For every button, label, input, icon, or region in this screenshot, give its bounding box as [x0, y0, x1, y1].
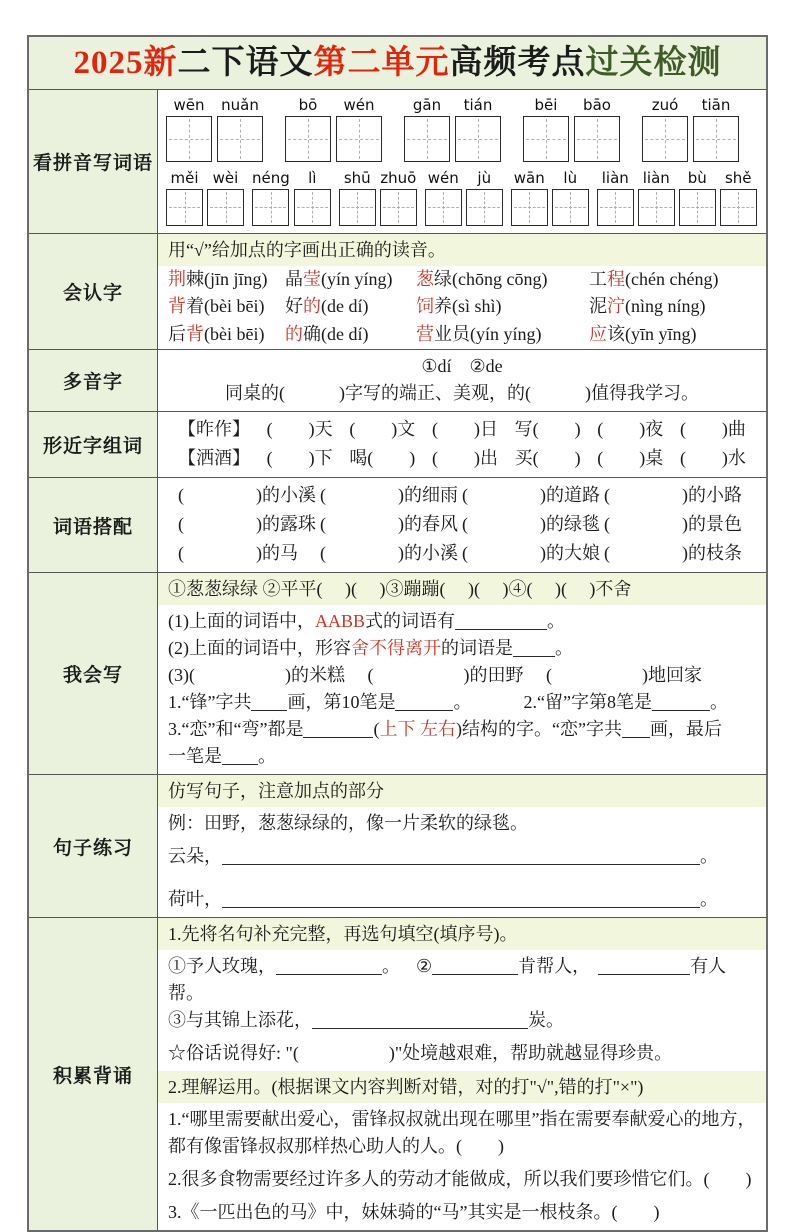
text-segment: 。 — [453, 692, 472, 713]
list-item — [168, 293, 285, 321]
grid-dashed-vline — [656, 192, 657, 223]
pinyin-cell — [380, 168, 417, 226]
text-segment: ①予人玫瑰， — [168, 956, 276, 977]
text-segment: 1.“锋”字共 — [168, 692, 252, 713]
text-segment: 后 — [168, 324, 186, 345]
text-segment — [276, 956, 382, 975]
pinyin-cell — [693, 95, 739, 162]
pinyin-cell — [720, 168, 757, 226]
pinyin-label: néng — [252, 168, 290, 187]
list-item — [285, 293, 416, 321]
section-content-renzi — [158, 234, 766, 350]
jilei-saying: ☆俗话说得好: "( )"处境越艰难，帮助就越显得珍贵。 — [168, 1043, 673, 1064]
text-segment: 炭。 — [528, 1010, 564, 1031]
list-item — [285, 321, 416, 349]
writing-grid-box — [252, 189, 289, 226]
list-item — [416, 293, 589, 321]
jilei-fill-2 — [168, 1007, 756, 1034]
page-title-text — [74, 45, 722, 81]
section-label-jilei: 积累背诵 — [29, 918, 158, 1230]
pinyin-label: wén — [427, 168, 459, 187]
pinyin-row-2 — [158, 166, 766, 233]
text-segment — [590, 971, 598, 972]
grid-dashed-vline — [359, 119, 360, 159]
grid-dashed-vline — [240, 119, 241, 159]
text-segment: 第二单元 — [313, 45, 450, 81]
text-segment: 。 — [700, 846, 718, 867]
jilei-fill-1 — [168, 953, 756, 1007]
list-item: ( )文 — [349, 419, 416, 440]
grid-dashed-vline — [697, 192, 698, 223]
list-item: 写( ) — [514, 419, 581, 440]
pinyin-group — [404, 95, 501, 162]
text-segment: 工 — [589, 268, 607, 289]
worksheet — [27, 35, 768, 1232]
text-segment: )结构的字。“恋”字共 — [455, 719, 622, 740]
dapei-line-3 — [168, 539, 756, 568]
section-content-juzi — [158, 775, 766, 917]
huixie-q1 — [168, 608, 756, 635]
writing-grid-box — [339, 189, 376, 226]
section-row-pinyin — [29, 89, 766, 233]
list-item: ( )的景色 — [604, 514, 742, 535]
grid-dashed-vline — [716, 119, 717, 159]
text-segment: ② — [416, 956, 433, 977]
writing-grid-box — [679, 189, 716, 226]
pinyin-group — [642, 95, 739, 162]
text-segment: 。 — [382, 956, 400, 977]
pinyin-label: bō — [298, 95, 318, 114]
writing-grid-box — [166, 116, 212, 162]
section-content-jilei — [158, 918, 766, 1230]
section-content-huixie — [158, 573, 766, 774]
writing-grid-box — [597, 189, 634, 226]
writing-grid-box — [511, 189, 548, 226]
pinyin-cell — [285, 95, 331, 162]
text-segment — [622, 719, 650, 738]
jilei-judge-2: 2.很多食物需要经过许多人的劳动才能做成，所以我们要珍惜它们。( ) — [168, 1169, 752, 1190]
list-item: ( )出 — [431, 448, 498, 469]
text-segment: (bèi bēi) — [204, 324, 265, 345]
list-item — [285, 266, 416, 294]
jilei-header-1: 1.先将名句补充完整，再选句填空(填序号)。 — [158, 918, 766, 950]
writing-grid-box — [466, 189, 503, 226]
text-segment: 式的词语有 — [365, 611, 456, 632]
pinyin-label: wān — [513, 168, 545, 187]
huixie-q5-cont — [168, 743, 756, 770]
text-segment: AABB — [315, 611, 366, 632]
grid-dashed-vline — [570, 192, 571, 223]
pinyin-group — [339, 168, 417, 226]
page-title — [29, 37, 766, 89]
pinyin-cell — [597, 168, 634, 226]
pinyin-label: zhuō — [380, 168, 417, 187]
text-segment: 。 — [700, 889, 718, 910]
renzi-line-2 — [158, 293, 766, 321]
text-segment: 。 — [547, 611, 566, 632]
pinyin-cell — [166, 95, 212, 162]
text-segment: 的 — [303, 296, 321, 317]
list-item — [589, 321, 756, 349]
text-segment — [222, 746, 258, 765]
text-segment: 葱 — [416, 268, 434, 289]
list-item: 【洒酒】 — [178, 448, 250, 469]
pinyin-label: měi — [170, 168, 199, 187]
text-segment: (1)上面的词语中， — [168, 611, 315, 632]
writing-grid-box — [294, 189, 331, 226]
writing-grid-box — [425, 189, 462, 226]
text-segment: 着(bèi bēi) — [186, 296, 265, 317]
list-item: ( )的细雨 — [320, 484, 458, 505]
grid-dashed-vline — [529, 192, 530, 223]
text-segment: 莹 — [303, 268, 321, 289]
writing-grid-box — [552, 189, 589, 226]
grid-dashed-vline — [185, 192, 186, 223]
text-segment — [222, 889, 700, 908]
section-label-pinyin: 看拼音写词语 — [29, 90, 158, 233]
pinyin-cell — [404, 95, 450, 162]
section-row-dapei — [29, 477, 766, 572]
grid-dashed-vline — [478, 119, 479, 159]
text-segment: 泞 — [607, 296, 625, 317]
text-segment: 业员(yín yíng) — [434, 324, 542, 345]
huixie-q4 — [168, 689, 756, 716]
grid-dashed-vline — [443, 192, 444, 223]
huixie-word-bank: ①葱葱绿绿 ②平平( )( )③蹦蹦( )( )④( )( )不舍 — [158, 573, 766, 605]
text-segment: 好 — [285, 296, 303, 317]
text-segment: 过关检测 — [585, 45, 722, 81]
pinyin-row-1 — [158, 90, 766, 166]
pinyin-group — [285, 95, 382, 162]
text-segment — [395, 692, 453, 711]
list-item: ( )下 — [266, 448, 333, 469]
text-segment: 棘(jīn jīng) — [186, 268, 268, 289]
list-item: ( )的枝条 — [604, 543, 742, 564]
text-segment: 。 — [555, 638, 573, 659]
pinyin-label: bēi — [534, 95, 558, 114]
text-segment: 的词语是 — [441, 638, 513, 659]
text-segment: ( — [373, 719, 380, 740]
writing-grid-box — [638, 189, 675, 226]
text-segment: 确(de dí) — [303, 324, 369, 345]
pinyin-label: lù — [563, 168, 578, 187]
list-item: ( )的小溪 — [178, 484, 316, 505]
writing-grid-box — [455, 116, 501, 162]
pinyin-cell — [455, 95, 501, 162]
section-label-dapei: 词语搭配 — [29, 478, 158, 572]
text-segment: 应 — [589, 324, 607, 345]
pinyin-group — [425, 168, 503, 226]
text-segment: (chén chéng) — [625, 268, 719, 289]
list-item: ( )的小溪 — [320, 543, 458, 564]
pinyin-group — [166, 168, 244, 226]
list-item — [168, 321, 285, 349]
xingjin-line-2 — [168, 444, 756, 473]
text-segment: 背 — [186, 324, 204, 345]
pinyin-label: tiān — [701, 95, 731, 114]
text-segment: 晶 — [285, 268, 303, 289]
grid-dashed-vline — [738, 192, 739, 223]
text-segment: 二下语文 — [177, 45, 314, 81]
pinyin-label: lì — [308, 168, 317, 187]
text-segment — [400, 971, 416, 972]
pinyin-cell — [166, 168, 203, 226]
text-segment: 2.“留”字第8笔是 — [523, 692, 652, 713]
pinyin-label: zuó — [651, 95, 679, 114]
writing-grid-box — [574, 116, 620, 162]
list-item: ( )的绿毯 — [462, 514, 600, 535]
pinyin-group — [252, 168, 331, 226]
list-item: 买( ) — [514, 448, 581, 469]
pinyin-label: liàn — [642, 168, 670, 187]
pinyin-group — [166, 95, 263, 162]
grid-dashed-vline — [271, 192, 272, 223]
section-row-xingjin — [29, 411, 766, 477]
text-segment — [222, 846, 700, 865]
grid-dashed-vline — [615, 192, 616, 223]
pinyin-label: bù — [687, 168, 707, 187]
text-segment: 上下 左右 — [379, 719, 456, 740]
huixie-q5 — [168, 716, 756, 743]
text-segment: 肯帮人， — [518, 956, 591, 977]
pinyin-group — [511, 168, 589, 226]
jilei-header-2: 2.理解运用。(根据课文内容判断对错，对的打"√",错的打"×") — [158, 1071, 766, 1103]
grid-dashed-vline — [189, 119, 190, 159]
pinyin-label: bāo — [583, 95, 611, 114]
text-segment: 2025新 — [73, 45, 178, 81]
pinyin-label: wèi — [212, 168, 239, 187]
writing-grid-box — [217, 116, 263, 162]
pinyin-cell — [642, 95, 688, 162]
duoyin-options: ①dí ②de — [421, 356, 503, 377]
text-segment: 的 — [285, 324, 303, 345]
writing-grid-box — [693, 116, 739, 162]
text-segment: 养(sì shì) — [434, 296, 502, 317]
dapei-line-1 — [168, 481, 756, 510]
section-content-xingjin — [158, 412, 766, 477]
text-segment: 画，第10笔是 — [287, 692, 396, 713]
text-segment: (3)( )的米糕 ( )的田野 ( )地回家 — [168, 665, 702, 686]
grid-dashed-vline — [312, 192, 313, 223]
text-segment: 高频考点 — [449, 45, 586, 81]
text-segment: 营 — [416, 324, 434, 345]
huixie-q2 — [168, 635, 756, 662]
grid-dashed-vline — [665, 119, 666, 159]
writing-grid-box — [380, 189, 417, 226]
grid-dashed-vline — [308, 119, 309, 159]
text-segment: (yín yíng) — [321, 268, 393, 289]
writing-grid-box — [336, 116, 382, 162]
pinyin-cell — [638, 168, 675, 226]
pinyin-cell — [339, 168, 376, 226]
text-segment — [471, 707, 523, 708]
list-item: ( )的春风 — [320, 514, 458, 535]
section-label-renzi: 会认字 — [29, 234, 158, 350]
pinyin-cell — [574, 95, 620, 162]
pinyin-label: nuǎn — [221, 95, 259, 114]
writing-grid-box — [720, 189, 757, 226]
list-item: ( )夜 — [597, 419, 664, 440]
writing-grid-box — [207, 189, 244, 226]
list-item: ( )桌 — [597, 448, 664, 469]
section-label-juzi: 句子练习 — [29, 775, 158, 917]
list-item: 【昨作】 — [178, 419, 250, 440]
pinyin-cell — [466, 168, 503, 226]
section-label-duoyin: 多音字 — [29, 350, 158, 411]
text-segment — [513, 638, 555, 657]
pinyin-cell — [207, 168, 244, 226]
list-item: ( )的大娘 — [462, 543, 600, 564]
section-content-pinyin — [158, 90, 766, 233]
huixie-q3 — [168, 662, 756, 689]
text-segment: (nìng níng) — [625, 296, 706, 317]
text-segment: 背 — [168, 296, 186, 317]
list-item: ( )天 — [266, 419, 333, 440]
writing-grid-box — [285, 116, 331, 162]
section-row-huixie — [29, 572, 766, 774]
text-segment: (2)上面的词语中，形容 — [168, 638, 351, 659]
text-segment — [303, 719, 373, 738]
renzi-header: 用“√”给加点的字画出正确的读音。 — [158, 234, 766, 266]
section-content-dapei — [158, 478, 766, 572]
text-segment: 3.“恋”和“弯”都是 — [168, 719, 304, 740]
section-label-xingjin: 形近字组词 — [29, 412, 158, 477]
list-item — [168, 266, 285, 294]
text-segment: (de dí) — [321, 296, 369, 317]
juzi-header: 仿写句子，注意加点的部分 — [158, 775, 766, 807]
text-segment: 舍不得离开 — [351, 638, 441, 659]
text-segment: 荆 — [168, 268, 186, 289]
list-item: 喝( ) — [349, 448, 416, 469]
xingjin-line-1 — [168, 415, 756, 444]
list-item — [589, 266, 756, 294]
pinyin-label: shū — [343, 168, 371, 187]
text-segment: 荷叶， — [168, 889, 222, 910]
pinyin-cell — [425, 168, 462, 226]
pinyin-cell — [217, 95, 263, 162]
text-segment: 有人帮。 — [168, 956, 727, 1004]
renzi-line-1 — [158, 266, 766, 294]
pinyin-group — [523, 95, 620, 162]
grid-dashed-vline — [427, 119, 428, 159]
list-item: ( )的道路 — [462, 484, 600, 505]
text-segment — [652, 692, 710, 711]
list-item — [589, 293, 756, 321]
text-segment: 画，最后 — [649, 719, 722, 740]
text-segment: ③与其锦上添花， — [168, 1010, 312, 1031]
section-content-duoyin — [158, 350, 766, 411]
text-segment: 。 — [258, 746, 276, 767]
list-item: ( )曲 — [679, 419, 746, 440]
pinyin-cell — [523, 95, 569, 162]
list-item: ( )的小路 — [604, 484, 742, 505]
list-item — [416, 321, 589, 349]
pinyin-cell — [511, 168, 548, 226]
text-segment: 绿(chōng cōng) — [434, 268, 548, 289]
text-segment: 饲 — [416, 296, 434, 317]
grid-dashed-vline — [546, 119, 547, 159]
pinyin-cell — [294, 168, 331, 226]
list-item — [416, 266, 589, 294]
pinyin-label: wén — [343, 95, 375, 114]
list-item: ( )的马 — [178, 543, 298, 564]
text-segment: 一笔是 — [168, 746, 222, 767]
pinyin-cell — [552, 168, 589, 226]
writing-grid-box — [523, 116, 569, 162]
section-row-duoyin — [29, 349, 766, 411]
text-segment: 泥 — [589, 296, 607, 317]
juzi-example: 例：田野，葱葱绿绿的，像一片柔软的绿毯。 — [168, 813, 528, 834]
dapei-line-2 — [168, 510, 756, 539]
text-segment — [312, 1010, 528, 1029]
grid-dashed-vline — [226, 192, 227, 223]
grid-dashed-vline — [398, 192, 399, 223]
text-segment — [598, 956, 690, 975]
grid-dashed-vline — [357, 192, 358, 223]
pinyin-cell — [679, 168, 716, 226]
pinyin-label: wēn — [173, 95, 205, 114]
grid-dashed-vline — [597, 119, 598, 159]
text-segment: 程 — [607, 268, 625, 289]
pinyin-label: gān — [412, 95, 442, 114]
text-segment — [432, 956, 518, 975]
duoyin-sentence: 同桌的( )字写的端正、美观，的( )值得我学习。 — [225, 383, 699, 404]
text-segment: 该(yīn yīng) — [607, 324, 697, 345]
writing-grid-box — [642, 116, 688, 162]
pinyin-cell — [336, 95, 382, 162]
pinyin-label: tián — [463, 95, 493, 114]
list-item: ( )日 — [431, 419, 498, 440]
text-segment — [455, 611, 547, 630]
pinyin-group — [597, 168, 757, 226]
section-label-huixie: 我会写 — [29, 573, 158, 774]
writing-grid-box — [404, 116, 450, 162]
renzi-line-3 — [158, 321, 766, 349]
pinyin-label: shě — [724, 168, 752, 187]
section-row-jilei — [29, 917, 766, 1230]
text-segment: 。 — [709, 692, 728, 713]
list-item: ( )的露珠 — [178, 514, 316, 535]
pinyin-label: liàn — [601, 168, 629, 187]
juzi-blank-1 — [168, 843, 756, 870]
jilei-judge-3: 3.《一匹出色的马》中，妹妹骑的“马”其实是一根枝条。( ) — [168, 1202, 660, 1223]
text-segment — [251, 692, 287, 711]
jilei-judge-1: 1.“哪里需要献出爱心，雷锋叔叔就出现在哪里”指在需要奉献爱心的地方，都有像雷锋叔叔那样热心助人的人。( ) — [168, 1109, 756, 1157]
writing-grid-box — [166, 189, 203, 226]
text-segment: 云朵， — [168, 846, 222, 867]
section-row-juzi — [29, 774, 766, 917]
grid-dashed-vline — [484, 192, 485, 223]
section-row-renzi — [29, 233, 766, 350]
juzi-blank-2 — [168, 886, 756, 913]
list-item: ( )水 — [679, 448, 746, 469]
pinyin-label: jù — [477, 168, 492, 187]
pinyin-cell — [252, 168, 290, 226]
